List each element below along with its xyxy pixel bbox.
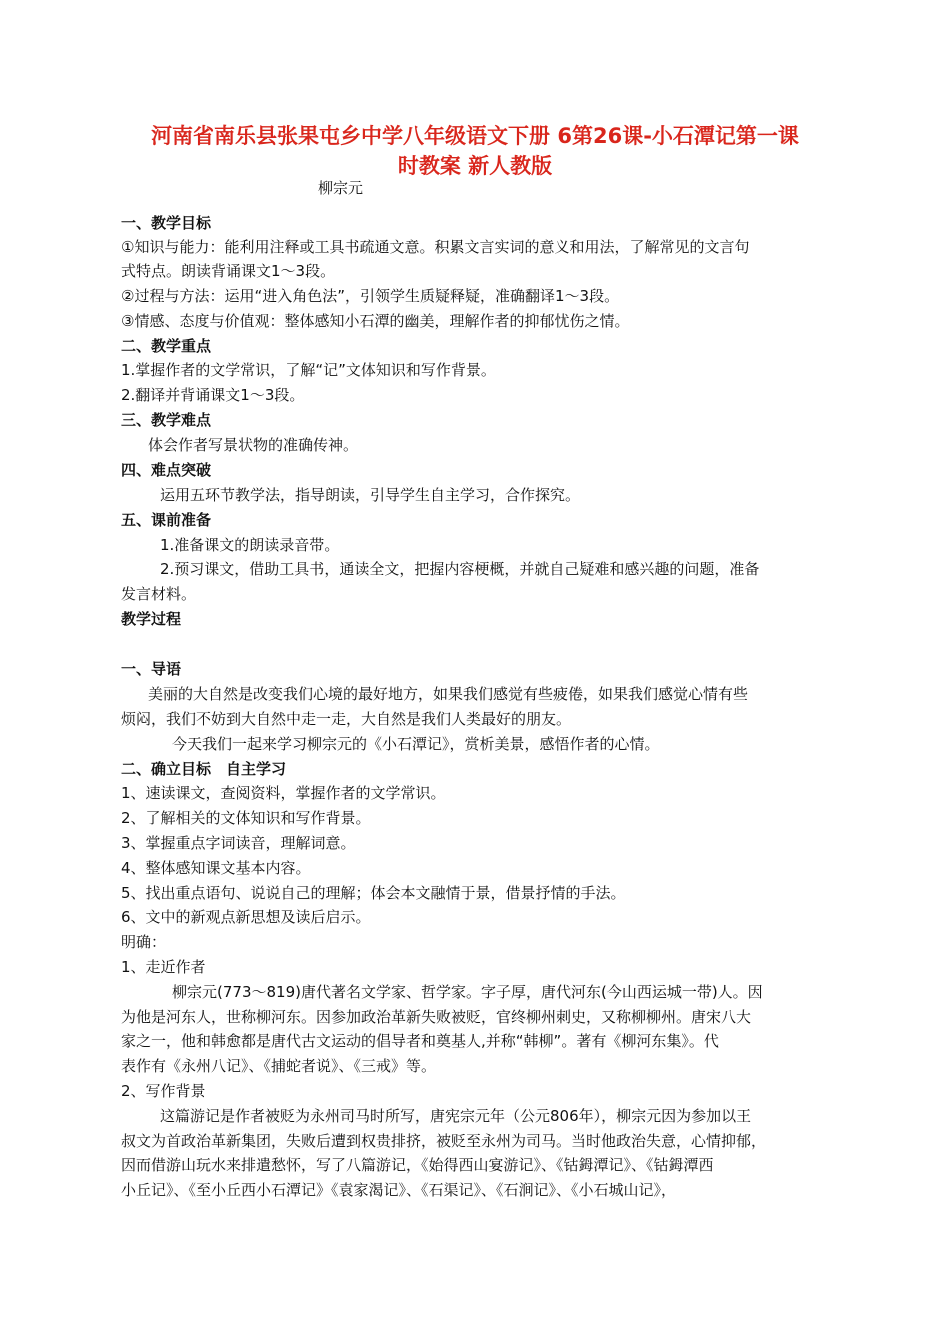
paragraph-line: 2.预习课文，借助工具书，通读全文，把握内容梗概，并就自己疑难和感兴趣的问题，准备 xyxy=(160,560,760,578)
paragraph-line: 表作有《永州八记》、《捕蛇者说》、《三戒》等。 xyxy=(121,1057,437,1075)
paragraph-line: 柳宗元(773～819)唐代著名文学家、哲学家。字子厚，唐代河东(今山西运城一带)人。因 xyxy=(172,983,763,1001)
section-heading: 教学过程 xyxy=(121,610,182,628)
paragraph-line: 2、写作背景 xyxy=(121,1082,206,1100)
document-title xyxy=(110,121,840,181)
section-heading: 二、确立目标 自主学习 xyxy=(121,760,287,778)
section-heading: 三、教学难点 xyxy=(121,411,212,429)
paragraph-line: 2、了解相关的文体知识和写作背景。 xyxy=(121,809,371,827)
section-heading: 五、课前准备 xyxy=(121,511,212,529)
author-name: 柳宗元 xyxy=(318,179,364,197)
paragraph-line: 发言材料。 xyxy=(121,585,197,603)
paragraph-line: 为他是河东人，世称柳河东。因参加政治革新失败被贬，官终柳州刺史，又称柳柳州。唐宋八大 xyxy=(121,1008,752,1026)
paragraph-line: ②过程与方法：运用“进入角色法”，引领学生质疑释疑，准确翻译1～3段。 xyxy=(121,287,620,305)
paragraph-line: 运用五环节教学法，指导朗读，引导学生自主学习，合作探究。 xyxy=(160,486,581,504)
paragraph-line: 1、速读课文，查阅资料，掌握作者的文学常识。 xyxy=(121,784,446,802)
paragraph-line: 6、文中的新观点新思想及读后启示。 xyxy=(121,908,371,926)
paragraph-line: 3、掌握重点字词读音，理解词意。 xyxy=(121,834,356,852)
paragraph-line: ①知识与能力：能利用注释或工具书疏通文意。积累文言实词的意义和用法，了解常见的文言句 xyxy=(121,238,750,256)
paragraph-line: 2.翻译并背诵课文1～3段。 xyxy=(121,386,305,404)
paragraph-line: 1.准备课文的朗读录音带。 xyxy=(160,536,340,554)
paragraph-line: 1、走近作者 xyxy=(121,958,206,976)
paragraph-line: 因而借游山玩水来排遣愁怀，写了八篇游记，《始得西山宴游记》、《钴鉧潭记》、《钴鉧潭西 xyxy=(121,1156,714,1174)
paragraph-line: 5、找出重点语句、说说自己的理解；体会本文融情于景，借景抒情的手法。 xyxy=(121,884,626,902)
section-heading: 二、教学重点 xyxy=(121,337,212,355)
paragraph-line: 今天我们一起来学习柳宗元的《小石潭记》，赏析美景，感悟作者的心情。 xyxy=(172,735,660,753)
paragraph-line: ③情感、态度与价值观：整体感知小石潭的幽美，理解作者的抑郁忧伤之情。 xyxy=(121,312,630,330)
paragraph-line: 美丽的大自然是改变我们心境的最好地方，如果我们感觉有些疲倦，如果我们感觉心情有些 xyxy=(148,685,749,703)
paragraph-line: 4、整体感知课文基本内容。 xyxy=(121,859,311,877)
paragraph-line: 这篇游记是作者被贬为永州司马时所写，唐宪宗元年（公元806年），柳宗元因为参加以王 xyxy=(160,1107,752,1125)
paragraph-line: 家之一，他和韩愈都是唐代古文运动的倡导者和奠基人,并称“韩柳”。著有《柳河东集》。代 xyxy=(121,1032,719,1050)
section-heading: 一、导语 xyxy=(121,660,182,678)
title-line-2: 时教案 新人教版 xyxy=(397,154,553,178)
paragraph-line: 小丘记》、《至小丘西小石潭记》《袁家渴记》、《石渠记》、《石涧记》、《小石城山记》， xyxy=(121,1181,677,1199)
paragraph-line: 体会作者写景状物的准确传神。 xyxy=(148,436,359,454)
paragraph-line: 式特点。朗读背诵课文1～3段。 xyxy=(121,262,336,280)
title-line-1: 河南省南乐县张果屯乡中学八年级语文下册 6第26课-小石潭记第一课 xyxy=(151,124,799,148)
paragraph-line: 1.掌握作者的文学常识，了解“记”文体知识和写作背景。 xyxy=(121,361,496,379)
paragraph-line: 烦闷，我们不妨到大自然中走一走，大自然是我们人类最好的朋友。 xyxy=(121,710,572,728)
section-heading: 一、教学目标 xyxy=(121,214,212,232)
paragraph-line: 明确： xyxy=(121,933,167,951)
paragraph-line: 叔文为首政治革新集团，失败后遭到权贵排挤，被贬至永州为司马。当时他政治失意，心情抑郁， xyxy=(121,1132,767,1150)
section-heading: 四、难点突破 xyxy=(121,461,212,479)
